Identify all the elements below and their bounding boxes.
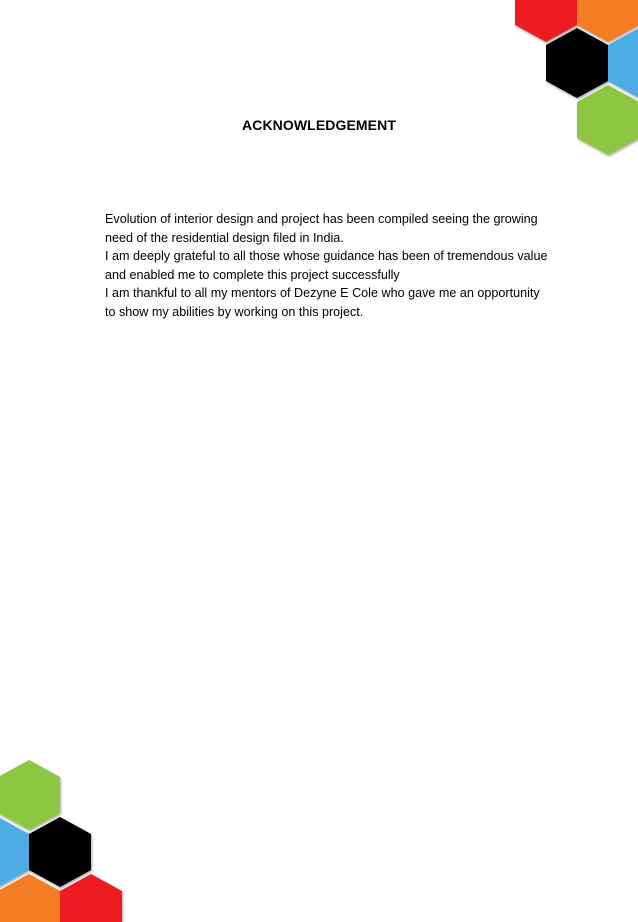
page-title: ACKNOWLEDGEMENT (242, 117, 396, 133)
hexagon-black-bottom (29, 817, 91, 887)
hexagon-green-bottom (0, 760, 60, 830)
hexagon-black-top (546, 28, 608, 98)
paragraph-line: need of the residential design filed in India. (105, 230, 344, 245)
paragraph-line: Evolution of interior design and project has been compiled seeing the growing (105, 212, 538, 226)
paragraph-line: I am deeply grateful to all those whose guidance has been of tremendous value (105, 249, 548, 264)
paragraph-line: to show my abilities by working on this project. (105, 304, 364, 319)
paragraph-line: I am thankful to all my mentors of Dezyne E Cole who gave me an opportunity (105, 286, 540, 301)
paragraph-line: and enabled me to complete this project successfully (105, 267, 400, 282)
acknowledgement-paragraph (105, 210, 575, 322)
